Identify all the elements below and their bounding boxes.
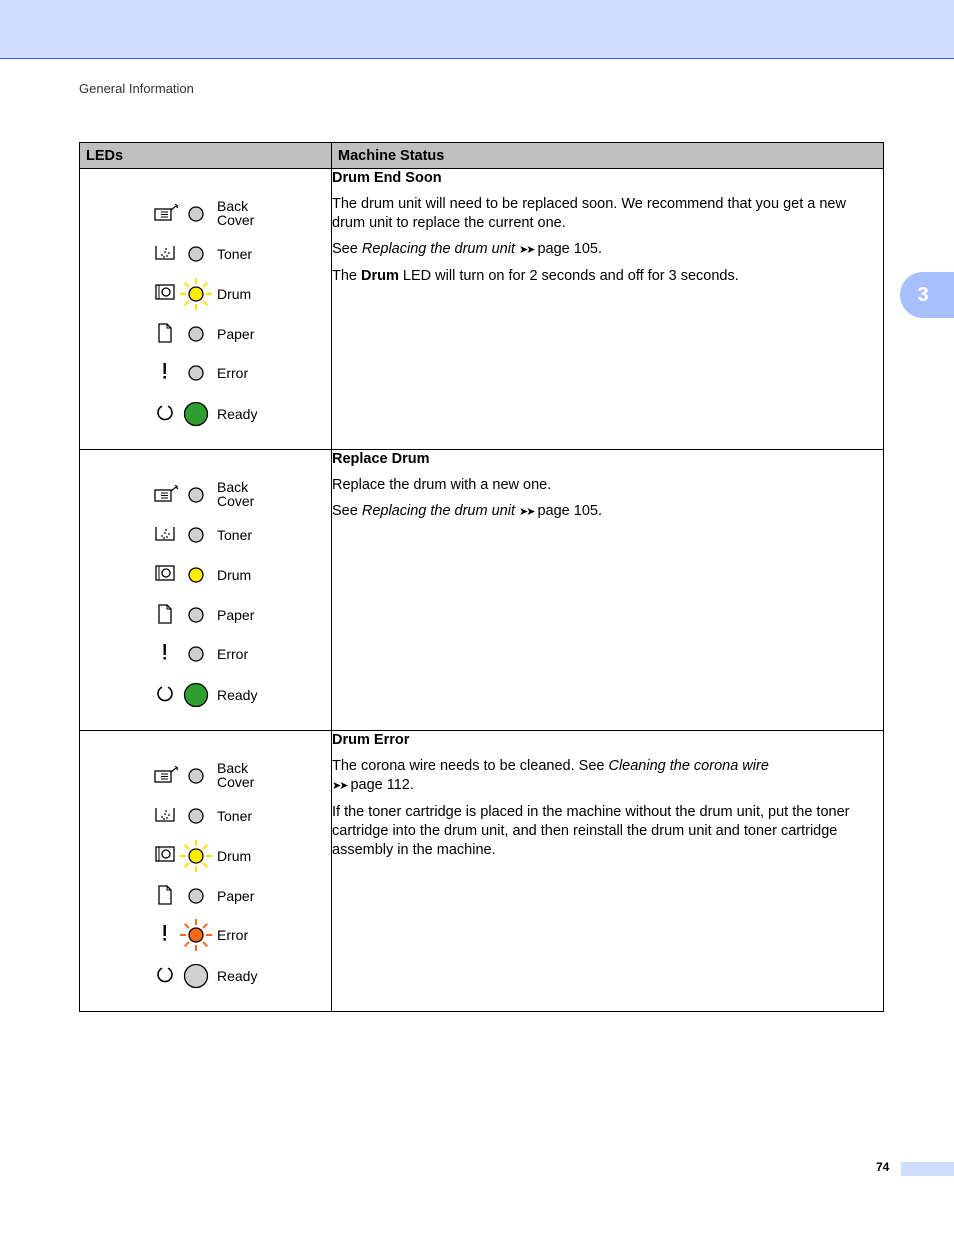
led-indicator <box>179 558 213 592</box>
led-label: Drum <box>217 567 252 583</box>
led-indicator <box>179 317 213 351</box>
led-row-paper <box>150 879 320 909</box>
paper-icon <box>154 323 176 341</box>
double-arrow-icon: ➤➤ <box>519 244 534 256</box>
column-header-leds: LEDs <box>80 143 332 169</box>
toner-icon <box>154 243 176 261</box>
description-prefix: The corona wire needs to be cleaned. See <box>332 758 609 774</box>
page-reference[interactable]: page 105. <box>537 241 602 257</box>
led-label: Ready <box>217 968 258 984</box>
led-indicator <box>179 237 213 271</box>
note-prefix: The <box>332 268 362 284</box>
status-cell <box>332 450 884 731</box>
reference-link[interactable]: Cleaning the corona wire <box>608 758 769 774</box>
status-title: Drum Error <box>332 732 410 748</box>
led-panel-cell <box>80 169 332 450</box>
led-panel-cell <box>80 450 332 731</box>
ready-icon <box>154 403 176 421</box>
led-label: Error <box>217 927 249 943</box>
back-cover-icon <box>154 484 176 502</box>
led-label: Ready <box>217 406 258 422</box>
led-row-back-cover <box>150 478 320 508</box>
see-prefix: See <box>332 241 362 257</box>
status-cell <box>332 731 884 1012</box>
paper-icon <box>154 604 176 622</box>
led-label: Paper <box>217 607 255 623</box>
led-row-drum <box>150 839 320 869</box>
led-row-ready <box>150 397 320 427</box>
led-row-back-cover <box>150 197 320 227</box>
led-indicator <box>179 799 213 833</box>
led-indicator <box>179 197 213 231</box>
led-label: Toner <box>217 527 253 543</box>
led-status-table <box>79 142 884 1012</box>
led-indicator <box>179 637 213 671</box>
table-row <box>80 169 884 450</box>
reference-link[interactable]: Replacing the drum unit <box>361 503 515 519</box>
led-indicator <box>179 598 213 632</box>
led-row-toner <box>150 237 320 267</box>
drum-icon <box>154 564 176 582</box>
led-label: Back Cover <box>217 760 255 790</box>
error-icon <box>154 362 176 380</box>
status-cell <box>332 169 884 450</box>
led-row-error <box>150 918 320 948</box>
led-indicator <box>179 518 213 552</box>
led-label: Paper <box>217 326 255 342</box>
led-indicator <box>179 918 213 952</box>
led-label: Error <box>217 365 249 381</box>
led-row-paper <box>150 598 320 628</box>
drum-icon <box>154 845 176 863</box>
led-indicator <box>179 839 213 873</box>
table-row <box>80 450 884 731</box>
status-description: The drum unit will need to be replaced soon. We recommend that you get a new drum unit to replace the current one. <box>332 196 846 231</box>
table-row <box>80 731 884 1012</box>
back-cover-icon <box>154 765 176 783</box>
footer-bar <box>901 1162 954 1176</box>
led-row-ready <box>150 678 320 708</box>
led-label: Ready <box>217 687 258 703</box>
led-label: Drum <box>217 286 252 302</box>
status-title: Drum End Soon <box>332 170 442 186</box>
column-header-status: Machine Status <box>332 143 884 169</box>
status-description: Replace the drum with a new one. <box>332 477 552 493</box>
see-reference <box>332 240 883 260</box>
led-row-back-cover <box>150 759 320 789</box>
led-label: Toner <box>217 808 253 824</box>
led-row-error <box>150 637 320 667</box>
error-icon <box>154 643 176 661</box>
ready-icon <box>154 965 176 983</box>
led-row-drum <box>150 277 320 307</box>
led-indicator <box>179 879 213 913</box>
led-label: Error <box>217 646 249 662</box>
led-row-ready <box>150 959 320 989</box>
header-bar <box>0 0 954 59</box>
drum-icon <box>154 283 176 301</box>
led-row-paper <box>150 317 320 347</box>
led-row-error <box>150 356 320 386</box>
chapter-tab[interactable]: 3 <box>900 272 954 318</box>
error-icon <box>154 924 176 942</box>
page-reference[interactable]: page 105. <box>537 503 602 519</box>
note-suffix: LED will turn on for 2 seconds and off for 3 seconds. <box>398 268 739 284</box>
led-indicator <box>179 277 213 311</box>
reference-link[interactable]: Replacing the drum unit <box>361 241 515 257</box>
see-prefix: See <box>332 503 362 519</box>
led-label: Toner <box>217 246 253 262</box>
led-row-drum <box>150 558 320 588</box>
led-indicator <box>179 397 213 431</box>
toner-icon <box>154 805 176 823</box>
led-indicator <box>179 678 213 712</box>
led-indicator <box>179 959 213 993</box>
see-reference <box>332 502 883 522</box>
double-arrow-icon: ➤➤ <box>519 506 534 518</box>
back-cover-icon <box>154 203 176 221</box>
paper-icon <box>154 885 176 903</box>
led-row-toner <box>150 518 320 548</box>
note-bold: Drum <box>361 268 399 284</box>
led-panel-cell <box>80 731 332 1012</box>
led-label: Drum <box>217 848 252 864</box>
status-title: Replace Drum <box>332 451 430 467</box>
led-label: Back Cover <box>217 479 255 509</box>
led-indicator <box>179 759 213 793</box>
toner-icon <box>154 524 176 542</box>
led-row-toner <box>150 799 320 829</box>
page-number: 74 <box>876 1160 890 1174</box>
status-instructions: If the toner cartridge is placed in the machine without the drum unit, put the toner cartridge into the drum unit, and then reinstall the drum unit and toner cartridge assembly in the machine. <box>332 804 850 858</box>
status-description <box>332 757 883 796</box>
drum-led-note <box>332 267 883 286</box>
table-header-row <box>80 143 884 169</box>
led-indicator <box>179 478 213 512</box>
ready-icon <box>154 684 176 702</box>
double-arrow-icon: ➤➤ <box>332 780 347 792</box>
led-indicator <box>179 356 213 390</box>
led-label: Back Cover <box>217 198 255 228</box>
page-reference[interactable]: page 112. <box>350 777 414 793</box>
led-label: Paper <box>217 888 255 904</box>
section-title: General Information <box>79 81 194 96</box>
